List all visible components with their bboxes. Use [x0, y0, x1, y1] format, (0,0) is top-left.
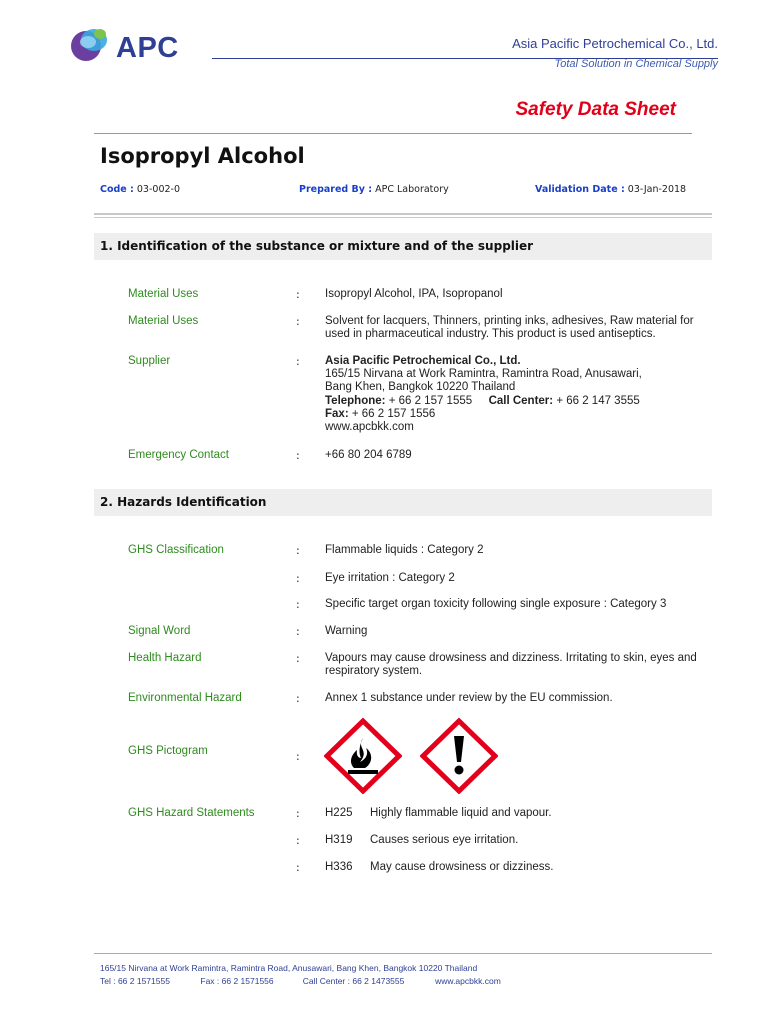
code-label: Code :: [100, 184, 134, 195]
flame-icon: [324, 718, 402, 794]
colon: :: [296, 355, 300, 368]
footer-address: 165/15 Nirvana at Work Ramintra, Ramintra Road, Anusawari, Bang Khen, Bangkok 10220 Thailand: [100, 963, 478, 973]
colon: :: [296, 598, 300, 611]
ghs-pictogram-label: GHS Pictogram: [128, 745, 208, 757]
hazard-statement-text: Highly flammable liquid and vapour.: [370, 807, 552, 819]
section-2-title: 2. Hazards Identification: [100, 495, 267, 509]
material-uses-label: Material Uses: [128, 315, 199, 327]
colon: :: [296, 807, 300, 820]
emergency-contact-value: +66 80 204 6789: [325, 449, 412, 461]
environmental-hazard-label: Environmental Hazard: [128, 692, 242, 704]
meta-divider: [94, 213, 712, 215]
colon: :: [296, 692, 300, 705]
company-name: Asia Pacific Petrochemical Co., Ltd.: [512, 36, 718, 51]
apc-logo: [68, 22, 208, 66]
material-uses-label: Material Uses: [128, 288, 199, 300]
supplier-fax-line: [325, 408, 710, 421]
footer-tel: Tel : 66 2 1571555: [100, 976, 170, 986]
colon: :: [296, 449, 300, 462]
colon: :: [296, 572, 300, 585]
colon: :: [296, 834, 300, 847]
emergency-contact-label: Emergency Contact: [128, 449, 229, 461]
ghs-pictograms: [324, 718, 504, 794]
hazard-statement-text: May cause drowsiness or dizziness.: [370, 861, 554, 873]
material-uses-value: Solvent for lacquers, Thinners, printing inks, adhesives, Raw material for used in pharmaceutical industry. This product is used antiseptics.: [325, 315, 694, 341]
section-2-header: [94, 489, 712, 516]
tagline: Total Solution in Chemical Supply: [554, 58, 718, 70]
supplier-label: Supplier: [128, 355, 171, 367]
prepared-by-label: Prepared By :: [299, 184, 373, 195]
material-uses-value: Isopropyl Alcohol, IPA, Isopropanol: [325, 288, 503, 300]
ghs-classification-label: GHS Classification: [128, 544, 224, 556]
validation-date-label: Validation Date :: [535, 184, 625, 195]
colon: :: [296, 544, 300, 557]
ghs-classification-value: Flammable liquids : Category 2: [325, 544, 484, 556]
code-value: 03-002-0: [136, 184, 181, 195]
supplier-phone-line: [325, 395, 710, 408]
supplier-value: [325, 355, 710, 434]
supplier-address-line-2: Bang Khen, Bangkok 10220 Thailand: [325, 381, 516, 394]
title-divider: [94, 133, 692, 134]
supplier-address-line-1: 165/15 Nirvana at Work Ramintra, Ramintra Road, Anusawari,: [325, 368, 642, 381]
colon: :: [296, 652, 300, 665]
hazard-code: H319: [325, 834, 353, 846]
section-1-header: [94, 233, 712, 260]
hazard-statement-text: Causes serious eye irritation.: [370, 834, 519, 846]
document-title: Safety Data Sheet: [515, 99, 676, 120]
call-center-value: + 66 2 147 3555: [556, 394, 640, 407]
logo-text: APC: [116, 32, 179, 64]
section-1-title: 1. Identification of the substance or mixture and of the supplier: [100, 239, 534, 253]
telephone-label: Telephone:: [325, 394, 386, 407]
footer-contacts: [100, 976, 501, 986]
footer-website[interactable]: www.apcbkk.com: [435, 976, 501, 986]
health-hazard-label: Health Hazard: [128, 652, 202, 664]
code-field: [100, 184, 180, 195]
footer-call-center: Call Center : 66 2 1473555: [302, 976, 405, 986]
telephone-value: + 66 2 157 1555: [388, 394, 473, 407]
colon: :: [296, 315, 300, 328]
fax-value: + 66 2 157 1556: [351, 407, 436, 420]
validation-date-field: [535, 184, 686, 195]
meta-divider-2: [94, 217, 712, 218]
environmental-hazard-value: Annex 1 substance under review by the EU commission.: [325, 692, 613, 704]
ghs-classification-value: Eye irritation : Category 2: [325, 572, 455, 584]
footer-divider: [94, 953, 712, 954]
health-hazard-value: Vapours may cause drowsiness and dizziness. Irritating to skin, eyes and respiratory system.: [325, 652, 697, 678]
colon: :: [296, 625, 300, 638]
prepared-by-field: [299, 184, 449, 195]
exclamation-icon: [420, 718, 498, 794]
supplier-website[interactable]: www.apcbkk.com: [325, 421, 414, 434]
fax-label: Fax:: [325, 407, 349, 420]
colon: :: [296, 861, 300, 874]
ghs-classification-value: Specific target organ toxicity following single exposure : Category 3: [325, 598, 667, 610]
signal-word-value: Warning: [325, 625, 368, 637]
colon: :: [296, 288, 300, 301]
hazard-statements-label: GHS Hazard Statements: [128, 807, 255, 819]
hazard-code: H336: [325, 861, 353, 873]
signal-word-label: Signal Word: [128, 625, 191, 637]
apc-logo-icon: [68, 22, 118, 66]
footer-fax: Fax : 66 2 1571556: [200, 976, 274, 986]
validation-date-value: 03-Jan-2018: [627, 184, 687, 195]
prepared-by-value: APC Laboratory: [375, 184, 449, 195]
supplier-name: Asia Pacific Petrochemical Co., Ltd.: [325, 355, 521, 367]
call-center-label: Call Center:: [488, 394, 554, 407]
product-name: Isopropyl Alcohol: [100, 144, 305, 168]
colon: :: [296, 750, 300, 763]
hazard-code: H225: [325, 807, 353, 819]
